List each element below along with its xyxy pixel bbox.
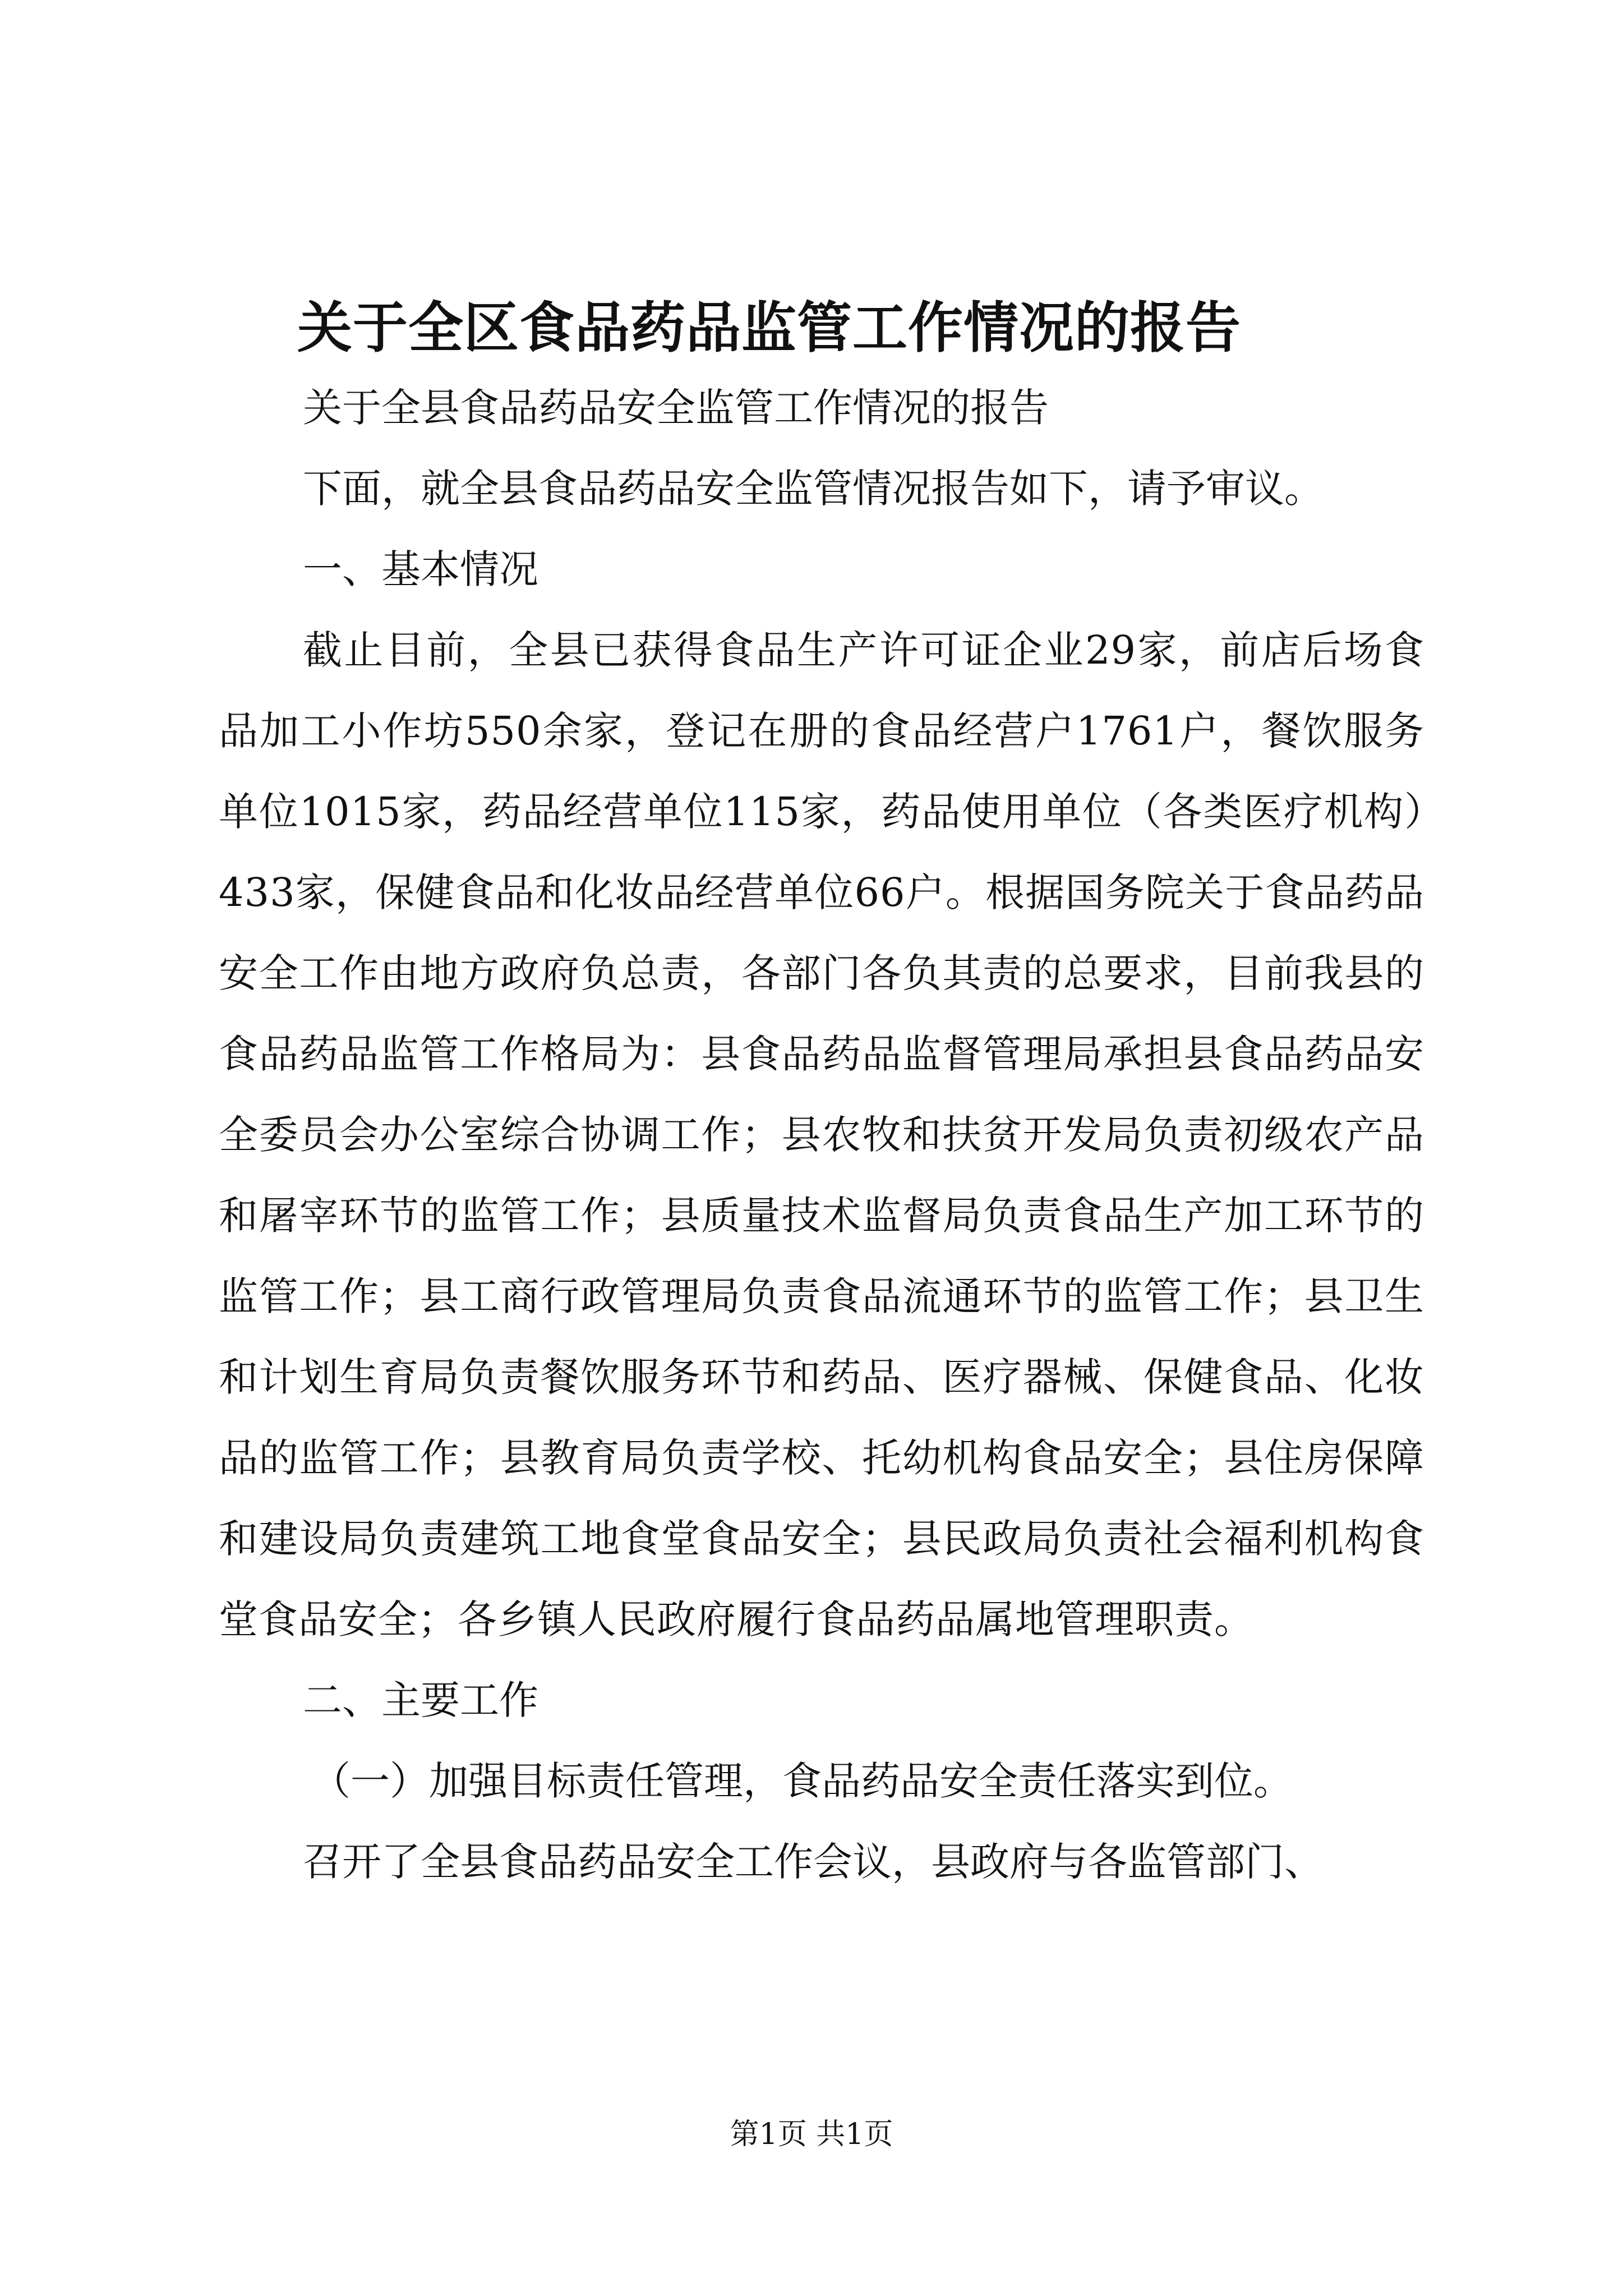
page-footer xyxy=(0,2115,1623,2154)
page-number-label: 第1页 共1页 xyxy=(730,2118,893,2151)
subsection-one-paragraph: 召开了全县食品药品安全工作会议，县政府与各监管部门、 xyxy=(303,1839,1324,1885)
section-one-paragraph: 截止目前，全县已获得食品生产许可证企业29家，前店后场食品加工小作坊550余家，登记在册的食品经营户1761户，餐饮服务单位1015家，药品经营单位115家，药品使用单位（各类医疗机构）433家，保健食品和化妆品经营单位66户。根据国务院关于食品药品安全工作由地方政府负总责，各部门各负其责的总要求，目前我县的食品药品监管工作格局为：县食品药品监督管理局承担县食品药品安全委员会办公室综合协调工作；县农牧和扶贫开发局负责初级农产品和屠宰环节的监管工作；县质量技术监督局负责食品生产加工环节的监管工作；县工商行政管理局负责食品流通环节的监管工作；县卫生和计划生育局负责餐饮服务环节和药品、医疗器械、保健食品、化妆品的监管工作；县教育局负责学校、托幼机构食品安全；县住房保障和建设局负责建筑工地食堂食品安全；县民政局负责社会福利机构食堂食品安全；各乡镇人民政府履行食品药品属地管理职责。 xyxy=(219,627,1424,1642)
document-subtitle: 关于全县食品药品安全监管工作情况的报告 xyxy=(303,385,1049,431)
intro-paragraph: 下面，就全县食品药品安全监管情况报告如下，请予审议。 xyxy=(303,466,1324,512)
subsection-one-heading: （一）加强目标责任管理，食品药品安全责任落实到位。 xyxy=(311,1758,1293,1804)
section-one-heading: 一、基本情况 xyxy=(303,546,538,592)
document-body xyxy=(219,289,1424,1902)
document-title: 关于全区食品药品监管工作情况的报告 xyxy=(297,296,1242,360)
section-two-heading: 二、主要工作 xyxy=(303,1677,538,1723)
